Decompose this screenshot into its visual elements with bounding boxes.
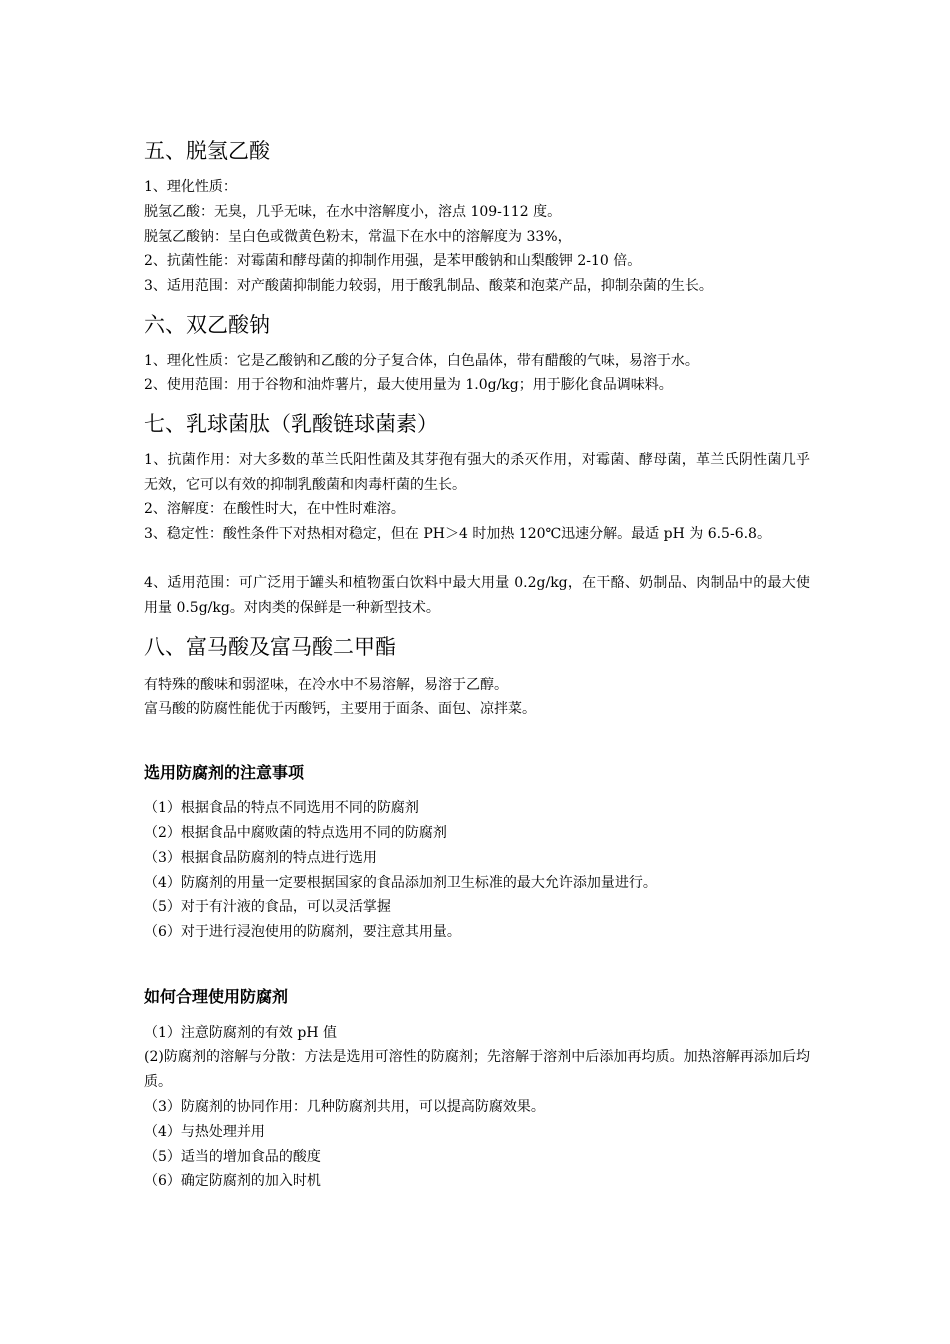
section-5-line-4: 2、抗菌性能：对霉菌和酵母菌的抑制作用强，是苯甲酸钠和山梨酸钾 2-10 倍。 <box>144 253 642 269</box>
notes-item-4: （4）防腐剂的用量一定要根据国家的食品添加剂卫生标准的最大允许添加量进行。 <box>144 875 657 891</box>
usage-item-6: （6）确定防腐剂的加入时机 <box>144 1173 321 1189</box>
usage-item-3: （3）防腐剂的协同作用：几种防腐剂共用，可以提高防腐效果。 <box>144 1099 545 1115</box>
notes-title: 选用防腐剂的注意事项 <box>144 763 305 782</box>
notes-item-5: （5）对于有汁液的食品，可以灵活掌握 <box>144 899 391 915</box>
notes-item-3: （3）根据食品防腐剂的特点进行选用 <box>144 850 377 866</box>
section-6-line-2: 2、使用范围：用于谷物和油炸薯片，最大使用量为 1.0g/kg；用于膨化食品调味料。 <box>144 377 673 393</box>
notes-item-1: （1）根据食品的特点不同选用不同的防腐剂 <box>144 800 419 816</box>
section-6-title: 六、双乙酸钠 <box>144 313 270 337</box>
section-6-line-1: 1、理化性质：它是乙酸钠和乙酸的分子复合体，白色晶体，带有醋酸的气味，易溶于水。 <box>144 353 699 369</box>
section-5-line-2: 脱氢乙酸：无臭，几乎无味，在水中溶解度小，溶点 109-112 度。 <box>144 204 562 220</box>
section-7-line-4: 4、适用范围：可广泛用于罐头和植物蛋白饮料中最大用量 0.2g/kg，在干酪、奶制品、肉制品中的最大使用量 0.5g/kg。对肉类的保鲜是一种新型技术。 <box>144 575 810 616</box>
section-8-line-2: 富马酸的防腐性能优于丙酸钙，主要用于面条、面包、凉拌菜。 <box>144 701 536 717</box>
section-5-line-3: 脱氢乙酸钠：呈白色或微黄色粉末，常温下在水中的溶解度为 33%， <box>144 229 572 245</box>
section-7-line-2: 2、溶解度：在酸性时大，在中性时难溶。 <box>144 501 405 517</box>
notes-item-6: （6）对于进行浸泡使用的防腐剂，要注意其用量。 <box>144 924 461 940</box>
section-7-line-3: 3、稳定性：酸性条件下对热相对稳定，但在 PH＞4 时加热 120℃迅速分解。最适 pH 为 6.5-6.8。 <box>144 526 771 542</box>
section-5-title: 五、脱氢乙酸 <box>144 139 270 163</box>
usage-item-2: (2)防腐剂的溶解与分散：方法是选用可溶性的防腐剂；先溶解于溶剂中后添加再均质。加热溶解再添加后均质。 <box>144 1049 810 1090</box>
section-8-line-1: 有特殊的酸味和弱涩味，在冷水中不易溶解，易溶于乙醇。 <box>144 677 508 693</box>
section-7-title: 七、乳球菌肽（乳酸链球菌素） <box>144 412 438 436</box>
notes-item-2: （2）根据食品中腐败菌的特点选用不同的防腐剂 <box>144 825 447 841</box>
usage-item-4: （4）与热处理并用 <box>144 1124 265 1140</box>
section-8-title: 八、富马酸及富马酸二甲酯 <box>144 635 396 659</box>
section-7-line-1: 1、抗菌作用：对大多数的革兰氏阳性菌及其芽孢有强大的杀灭作用，对霉菌、酵母菌，革兰氏阴性菌几乎无效，它可以有效的抑制乳酸菌和肉毒杆菌的生长。 <box>144 452 810 493</box>
usage-title: 如何合理使用防腐剂 <box>144 987 289 1006</box>
usage-item-1: （1）注意防腐剂的有效 pH 值 <box>144 1025 337 1041</box>
section-5-line-5: 3、适用范围：对产酸菌抑制能力较弱，用于酸乳制品、酸菜和泡菜产品，抑制杂菌的生长。 <box>144 278 713 294</box>
usage-item-5: （5）适当的增加食品的酸度 <box>144 1149 321 1165</box>
section-5-line-1: 1、理化性质： <box>144 179 237 195</box>
